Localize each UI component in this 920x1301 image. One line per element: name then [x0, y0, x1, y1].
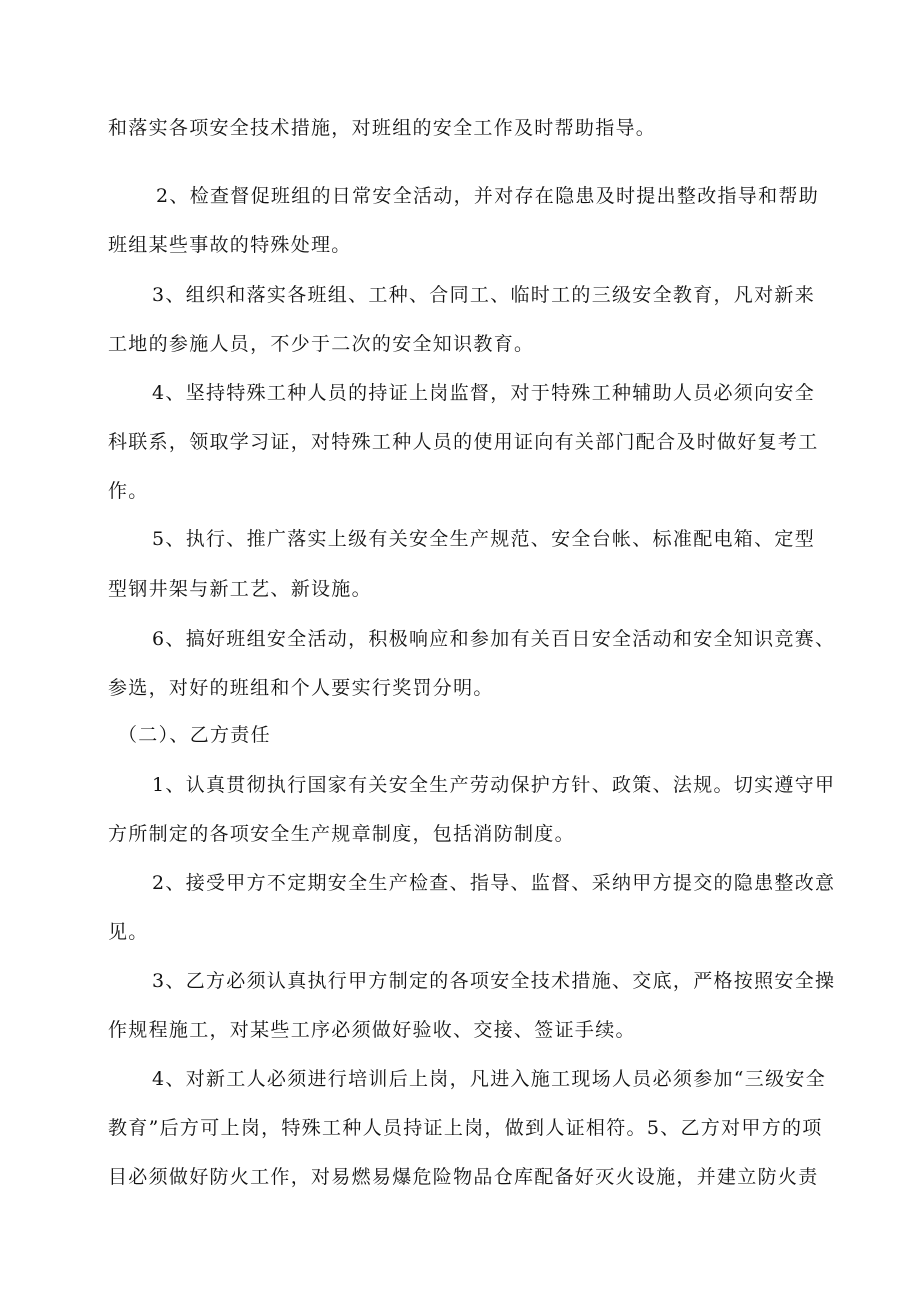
text-line-9: 5、执行、推广落实上级有关安全生产规范、安全台帐、标准配电箱、定型 — [152, 528, 815, 550]
text-line-8: 作。 — [108, 480, 149, 502]
text-line-5: 工地的参施人员，不少于二次的安全知识教育。 — [108, 333, 535, 355]
text-line-21: 教育”后方可上岗，特殊工种人员持证上岗，做到人证相符。5、乙方对甲方的项 — [108, 1117, 823, 1139]
text-line-16: 2、接受甲方不定期安全生产检查、指导、监督、采纳甲方提交的隐患整改意 — [152, 872, 836, 894]
text-line-15: 方所制定的各项安全生产规章制度，包括消防制度。 — [108, 823, 575, 845]
text-line-11: 6、搞好班组安全活动，积极响应和参加有关百日安全活动和安全知识竞赛、 — [152, 628, 836, 650]
text-line-1: 和落实各项安全技术措施，对班组的安全工作及时帮助指导。 — [108, 117, 657, 139]
text-line-3: 班组某些事故的特殊处理。 — [108, 234, 352, 256]
text-line-22: 目必须做好防火工作，对易燃易爆危险物品仓库配备好灭火设施，并建立防火责 — [108, 1166, 819, 1188]
text-line-19: 作规程施工，对某些工序必须做好验收、交接、签证手续。 — [108, 1019, 636, 1041]
text-line-4: 3、组织和落实各班组、工种、合同工、临时工的三级安全教育，凡对新来 — [152, 284, 815, 306]
text-line-17: 见。 — [108, 921, 149, 943]
text-line-12: 参选，对好的班组和个人要实行奖罚分明。 — [108, 677, 494, 699]
text-line-14: 1、认真贯彻执行国家有关安全生产劳动保护方针、政策、法规。切实遵守甲 — [152, 774, 836, 796]
text-line-7: 科联系，领取学习证，对特殊工种人员的使用证向有关部门配合及时做好复考工 — [108, 431, 819, 453]
text-line-2: 2、检查督促班组的日常安全活动，并对存在隐患及时提出整改指导和帮助 — [156, 185, 819, 207]
section-heading: （二）、乙方责任 — [118, 724, 271, 746]
text-line-20: 4、对新工人必须进行培训后上岗，凡进入施工现场人员必须参加“三级安全 — [152, 1068, 827, 1090]
text-line-6: 4、坚持特殊工种人员的持证上岗监督，对于特殊工种辅助人员必须向安全 — [152, 382, 815, 404]
text-line-18: 3、乙方必须认真执行甲方制定的各项安全技术措施、交底，严格按照安全操 — [152, 970, 836, 992]
text-line-10: 型钢井架与新工艺、新设施。 — [108, 578, 372, 600]
